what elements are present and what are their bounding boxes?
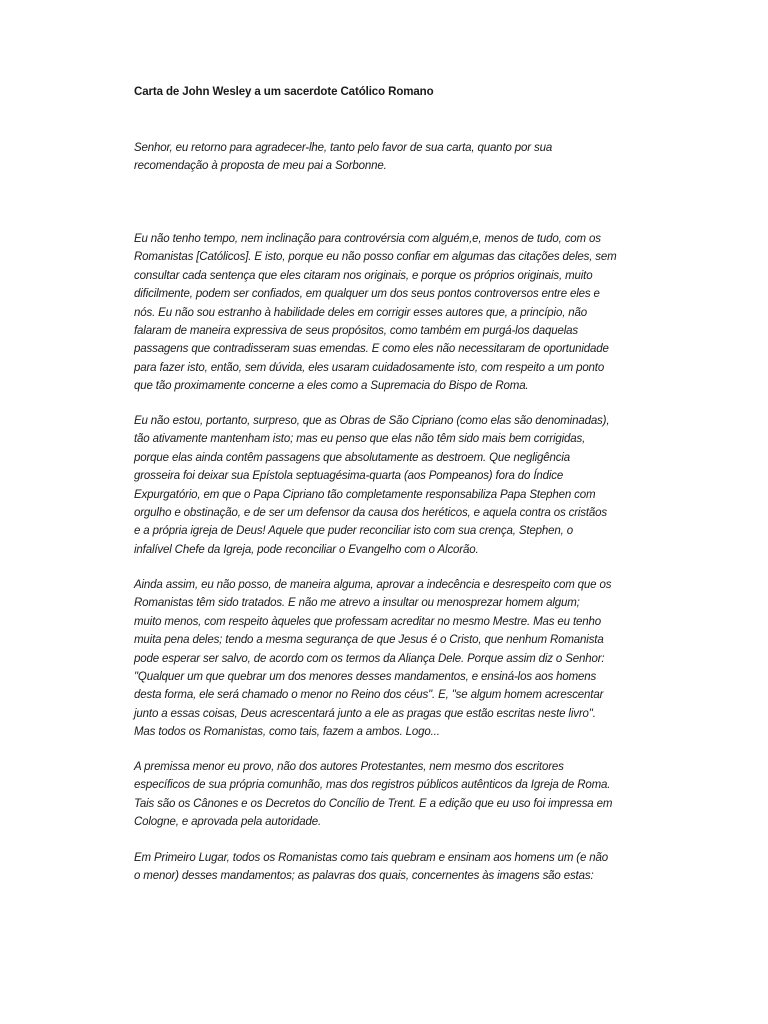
- text-line: junto a essas coisas, Deus acrescentará junto a ele as pragas que estão escritas neste livro".: [134, 707, 596, 720]
- text-line: recomendação à proposta de meu pai a Sorbonne.: [134, 160, 387, 173]
- text-line: para fazer isto, então, sem dúvida, eles usaram cuidadosamente isto, com respeito a um ponto: [134, 361, 605, 374]
- text-line: que tão proximamente concerne a eles como a Supremacia do Bispo de Roma.: [134, 380, 529, 393]
- text-line: Romanistas têm sido tratados. E não me atrevo a insultar ou menosprezar homem algum;: [134, 597, 580, 610]
- text-line: e a própria igreja de Deus! Aquele que puder reconciliar isto com sua crença, Stephen, o: [134, 525, 573, 538]
- text-line: pode esperar ser salvo, de acordo com os termos da Aliança Dele. Porque assim diz o Senhor:: [134, 652, 605, 665]
- text-line: passagens que contradisseram suas emendas. E como eles não necessitaram de oportunidade: [134, 343, 609, 356]
- text-line: desta forma, ele será chamado o menor no Reino dos céus". E, "se algum homem acrescentar: [134, 689, 604, 702]
- paragraph-4: [134, 758, 654, 832]
- paragraph-3: [134, 576, 654, 742]
- text-line: dificilmente, podem ser confiados, em qualquer um dos seus pontos controversos entre eles e: [134, 288, 600, 301]
- text-line: consultar cada sentença que eles citaram nos originais, e porque os próprios originais, muito: [134, 269, 593, 282]
- text-line: Eu não estou, portanto, surpreso, que as Obras de São Cipriano (como elas são denominadas),: [134, 415, 610, 427]
- text-line: Senhor, eu retorno para agradecer-lhe, tanto pelo favor de sua carta, quanto por sua: [134, 142, 553, 154]
- text-line: Mas todos os Romanistas, como tais, fazem a ambos. Logo...: [134, 726, 440, 739]
- text-line: porque elas ainda contêm passagens que absolutamente as destroem. Que negligência: [134, 451, 571, 464]
- text-line: Em Primeiro Lugar, todos os Romanistas como tais quebram e ensinam aos homens um (e não: [134, 852, 609, 864]
- text-line: tão ativamente mantenham isto; mas eu penso que elas não têm sido mais bem corrigidas,: [134, 433, 586, 446]
- text-line: o menor) desses mandamentos; as palavras dos quais, concernentes às imagens são estas:: [134, 870, 594, 883]
- text-line: infalível Chefe da Igreja, pode reconciliar o Evangelho com o Alcorão.: [134, 543, 479, 556]
- text-line: Romanistas [Católicos]. E isto, porque eu não posso confiar em algumas das citações deles, sem: [134, 251, 617, 264]
- text-line: falaram de maneira expressiva de seus propósitos, como também em purgá-los daquelas: [134, 325, 578, 338]
- text-line: muita pena deles; tendo a mesma segurança de que Jesus é o Cristo, que nenhum Romanista: [134, 634, 604, 647]
- paragraph-2: [134, 412, 654, 559]
- text-line: orgulho e obstinação, e de ser um defensor da causa dos heréticos, e aquela contra os cristãos: [134, 507, 608, 520]
- text-line: específicos de sua própria comunhão, mas dos registros públicos autênticos da Igreja de Roma.: [134, 779, 611, 792]
- text-line: Cologne, e aprovada pela autoridade.: [134, 816, 322, 829]
- text-line: nós. Eu não sou estranho à habilidade deles em corrigir esses autores que, a princípio, não: [134, 306, 588, 319]
- text-line: Expurgatório, em que o Papa Cipriano tão completamente responsabiliza Papa Stephen com: [134, 488, 596, 501]
- text-line: Eu não tenho tempo, nem inclinação para controvérsia com alguém,e, menos de tudo, com os: [134, 233, 601, 245]
- document-title: Carta de John Wesley a um sacerdote Católico Romano: [134, 86, 434, 98]
- text-line: A premissa menor eu provo, não dos autores Protestantes, nem mesmo dos escritores: [134, 761, 564, 773]
- text-line: "Qualquer um que quebrar um dos menores desses mandamentos, e ensiná-los aos homens: [134, 671, 597, 684]
- text-line: Tais são os Cânones e os Decretos do Concílio de Trent. E a edição que eu uso foi impressa em: [134, 797, 613, 810]
- text-line: grosseira foi deixar sua Epístola septuagésima-quarta (aos Pompeanos) fora do Índice: [134, 470, 564, 483]
- paragraph-1: [134, 230, 654, 396]
- paragraph-salutation: [134, 139, 654, 176]
- paragraph-5: [134, 849, 654, 886]
- text-line: Ainda assim, eu não posso, de maneira alguma, aprovar a indecência e desrespeito com que os: [134, 579, 612, 591]
- text-line: muito menos, com respeito àqueles que professam acreditar no mesmo Mestre. Mas eu tenho: [134, 615, 601, 628]
